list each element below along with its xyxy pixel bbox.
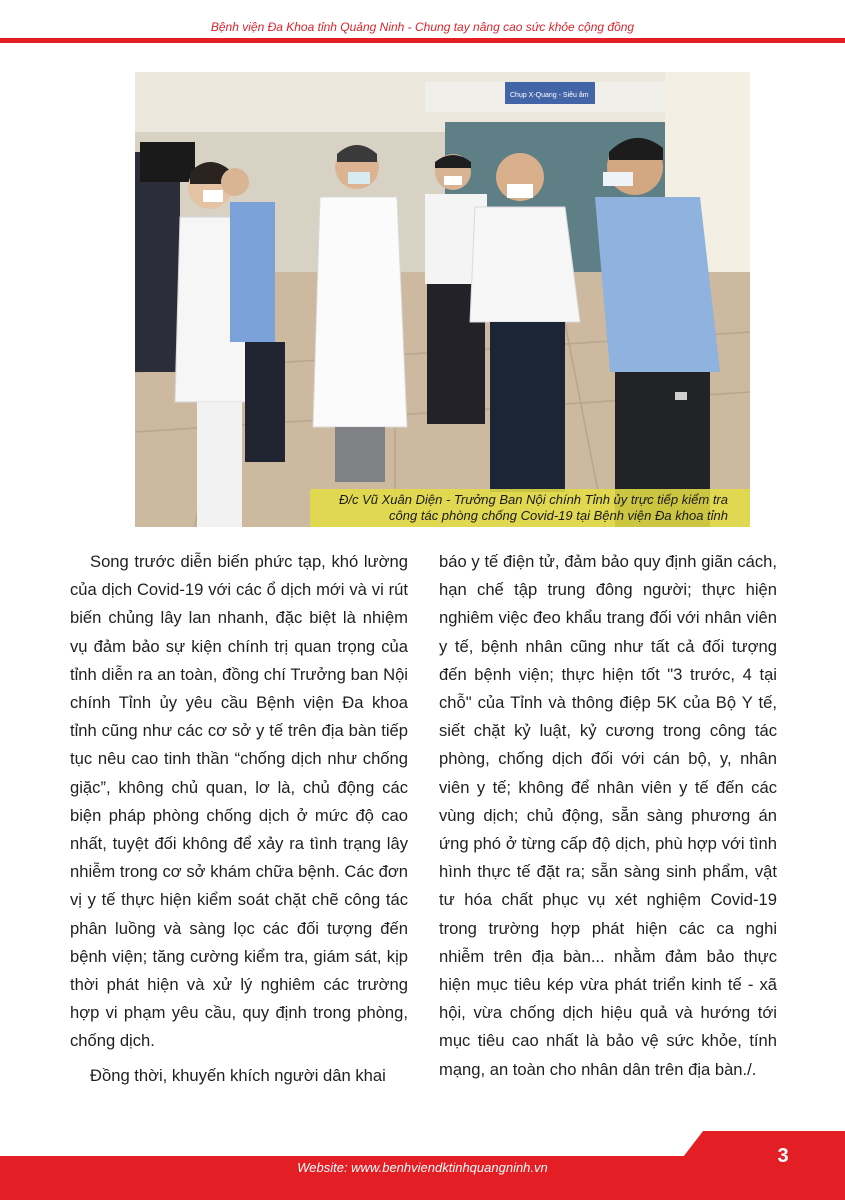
caption-line-1: Đ/c Vũ Xuân Diện - Trưởng Ban Nội chính Tỉnh ủy trực tiếp kiểm tra	[339, 492, 728, 507]
footer-website-link[interactable]: Website: www.benhviendktinhquangninh.vn	[297, 1160, 548, 1175]
article-column-right	[439, 548, 777, 1084]
header-divider	[0, 38, 845, 43]
article-paragraph: Song trước diễn biến phức tạp, khó lường của dịch Covid-19 với các ổ dịch mới và vi rút biến chủng lây lan nhanh, đặc biệt là nhiệm vụ đảm bảo sự kiện chính trị quan trọng của tỉnh diễn ra an toàn, đồng chí Trưởng ban Nội chính Tỉnh ủy yêu cầu Bệnh viện Đa khoa tỉnh cũng như các cơ sở y tế trên địa bàn tiếp tục nêu cao tinh thần “chống dịch như chống giặc”, không chủ quan, lơ là, chủ động các biện pháp phòng chống dịch ở mức độ cao nhất, tuyệt đối không để xảy ra tình trạng lây nhiễm trong cơ sở khám chữa bệnh. Các đơn vị y tế thực hiện kiểm soát chặt chẽ công tác phân luồng và sàng lọc các đối tượng đến bệnh viện; tăng cường kiểm tra, giám sát, kịp thời phát hiện và xử lý nghiêm các trường hợp vi phạm yêu cầu, quy định trong phòng, chống dịch.	[70, 552, 408, 1051]
header-title: Bệnh viện Đa Khoa tỉnh Quảng Ninh - Chung tay nâng cao sức khỏe cộng đồng	[210, 20, 635, 34]
page-number: 3	[777, 1145, 789, 1167]
article-paragraph: báo y tế điện tử, đảm bảo quy định giãn cách, hạn chế tập trung đông người; thực hiện nghiêm việc đeo khẩu trang đối với nhân viên y tế, bệnh nhân cũng như tất cả đối tượng đến bệnh viện; thực hiện tốt "3 trước, 4 tại chỗ" của Tỉnh và thông điệp 5K của Bộ Y tế, siết chặt kỷ luật, kỷ cương trong công tác phòng, chống dịch đối với cán bộ, y, nhân viên y tế; không để nhân viên y tế đến các vùng dịch; chủ động, sẵn sàng phương án ứng phó ở từng cấp độ dịch, phù hợp với tình hình thực tế đặt ra; sẵn sàng sinh phẩm, vật tư hóa chất phục vụ xét nghiệm Covid-19 trong trường hợp phát hiện các ca nghi nhiễm trên địa bàn... nhằm đảm bảo thực hiện mục tiêu kép vừa phát triển kinh tế - xã hội, vừa chống dịch hiệu quả và hướng tới mục tiêu cao nhất là bảo vệ sức khỏe, tính mạng, an toàn cho nhân dân trên địa bàn./.	[439, 552, 777, 1079]
article-paragraph: Đồng thời, khuyến khích người dân khai	[90, 1065, 386, 1085]
photo-illustration	[135, 72, 750, 527]
article-column-left	[70, 548, 408, 1090]
caption-line-2: công tác phòng chống Covid-19 tại Bệnh viện Đa khoa tỉnh	[389, 508, 728, 523]
sign-text: Chụp X-Quang - Siêu âm	[510, 92, 589, 99]
photo-caption	[310, 489, 750, 527]
news-photo	[135, 72, 750, 527]
